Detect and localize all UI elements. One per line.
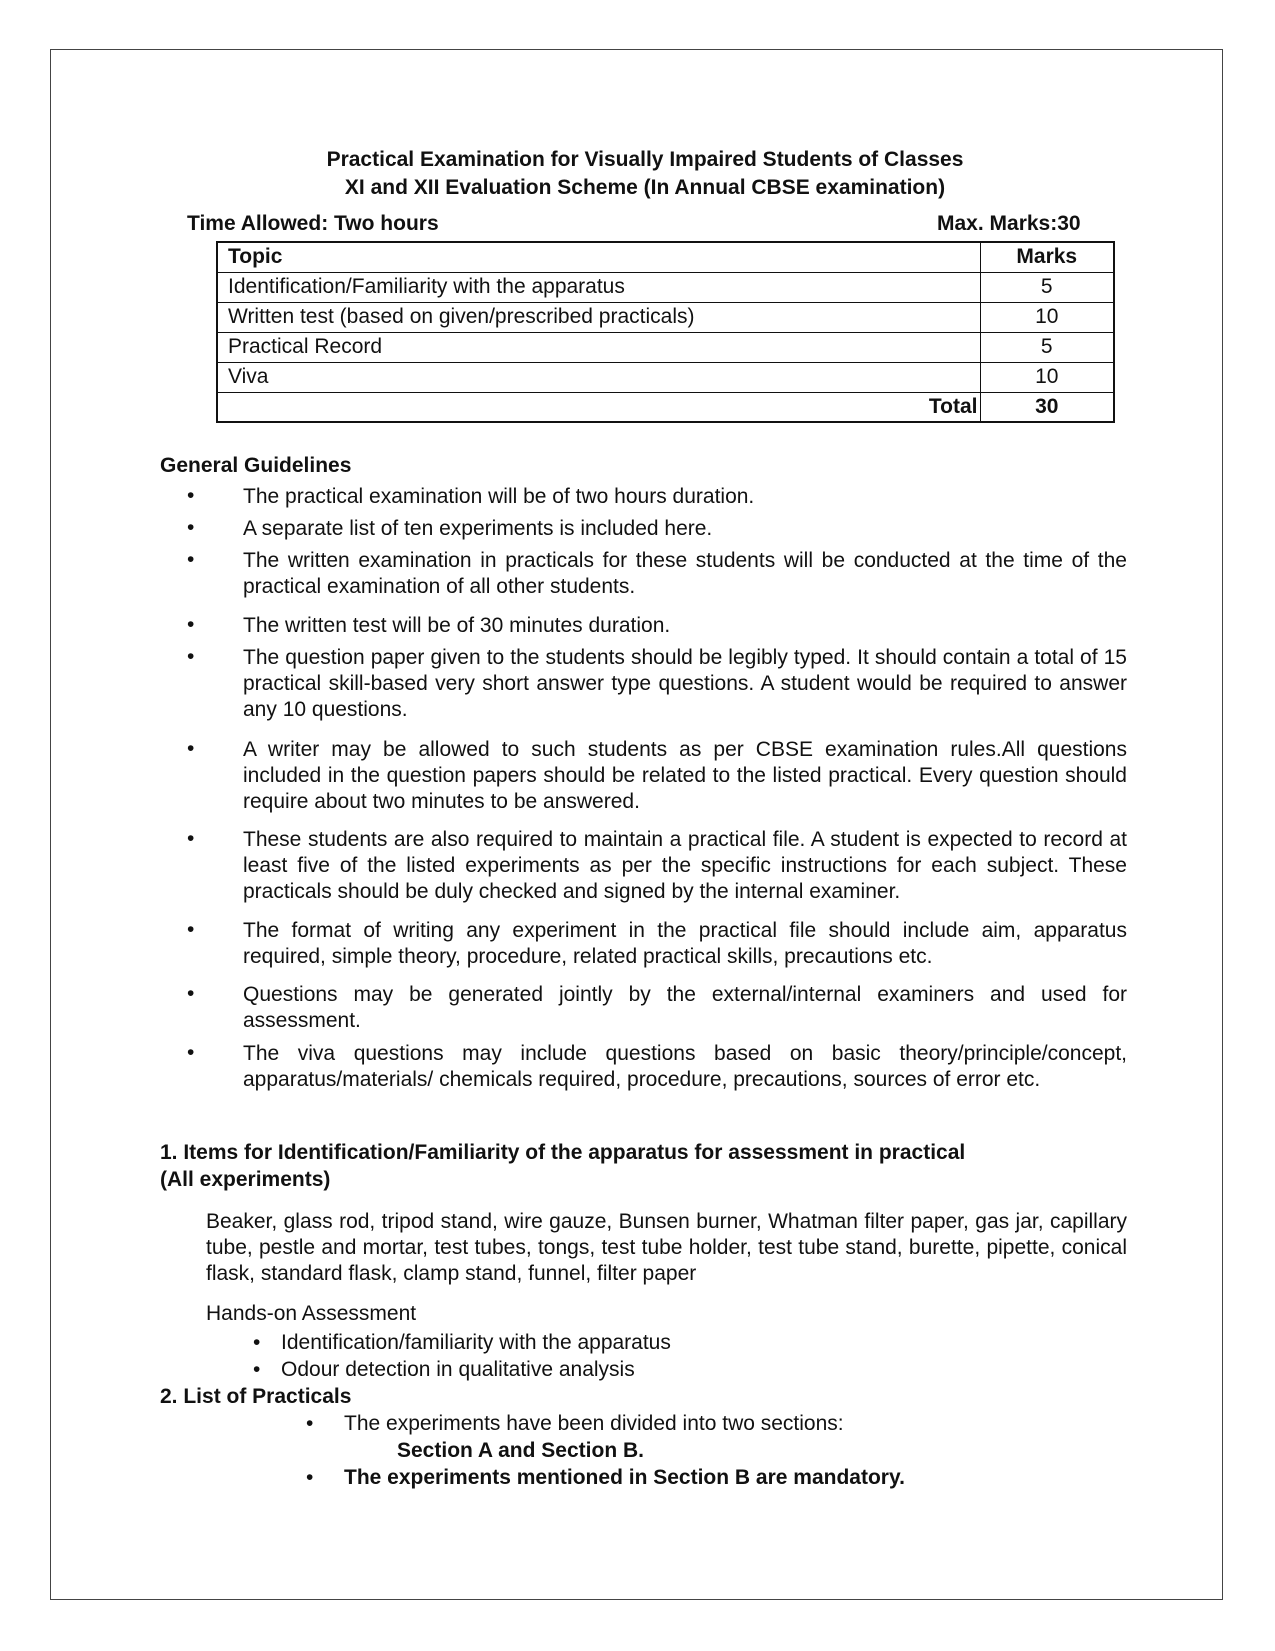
bullet-icon: • bbox=[187, 737, 195, 760]
section-1-heading: 1. Items for Identification/Familiarity of the apparatus for assessment in practical bbox=[160, 1141, 966, 1164]
guideline-item: A writer may be allowed to such students as per CBSE examination rules.All questions included in the question papers should be related to the listed practical. Every question should require about two minutes to be answered. bbox=[243, 738, 1127, 813]
mandatory-note: The experiments mentioned in Section B are mandatory. bbox=[344, 1466, 905, 1489]
bullet-icon: • bbox=[187, 613, 195, 636]
total-row bbox=[217, 392, 1114, 422]
marks-cell: 10 bbox=[980, 302, 1114, 332]
topic-cell: Viva bbox=[217, 362, 980, 392]
table-row bbox=[217, 362, 1114, 392]
marks-cell: 10 bbox=[980, 362, 1114, 392]
bullet-icon: • bbox=[187, 516, 195, 539]
practicals-item: The experiments have been divided into two sections: bbox=[344, 1412, 844, 1435]
bullet-icon: • bbox=[306, 1412, 314, 1435]
section-2-heading: 2. List of Practicals bbox=[160, 1385, 352, 1408]
bullet-icon: • bbox=[253, 1358, 261, 1381]
page-title-line-2: XI and XII Evaluation Scheme (In Annual CBSE examination) bbox=[344, 176, 946, 199]
hands-on-assessment-label: Hands-on Assessment bbox=[206, 1302, 417, 1325]
bullet-icon: • bbox=[187, 484, 195, 507]
topic-cell: Identification/Familiarity with the apparatus bbox=[217, 272, 980, 302]
guideline-item: The practical examination will be of two hours duration. bbox=[243, 485, 755, 508]
topic-cell: Practical Record bbox=[217, 332, 980, 362]
general-guidelines-heading: General Guidelines bbox=[160, 454, 352, 477]
max-marks: Max. Marks:30 bbox=[937, 212, 1081, 235]
evaluation-scheme-table bbox=[216, 241, 1115, 423]
bullet-icon: • bbox=[187, 918, 195, 941]
table-row bbox=[217, 332, 1114, 362]
bullet-icon: • bbox=[306, 1466, 314, 1489]
guideline-item: The viva questions may include questions based on basic theory/principle/concept, apparatus/materials/ chemicals required, procedure, precautions, sources of error etc. bbox=[243, 1042, 1127, 1091]
total-marks: 30 bbox=[980, 392, 1114, 422]
guideline-item: A separate list of ten experiments is included here. bbox=[243, 517, 713, 540]
bullet-icon: • bbox=[187, 645, 195, 668]
guideline-item: Questions may be generated jointly by the external/internal examiners and used for assessment. bbox=[243, 983, 1127, 1032]
guideline-item: The question paper given to the students should be legibly typed. It should contain a total of 15 practical skill-based very short answer type questions. A student would be required to answer any 10 questions. bbox=[243, 646, 1127, 721]
hands-on-item: Odour detection in qualitative analysis bbox=[281, 1358, 635, 1381]
bullet-icon: • bbox=[187, 548, 195, 571]
column-header-topic: Topic bbox=[217, 242, 980, 272]
sections-label: Section A and Section B. bbox=[397, 1439, 644, 1462]
page-title-line-1: Practical Examination for Visually Impaired Students of Classes bbox=[326, 148, 964, 171]
bullet-icon: • bbox=[187, 1041, 195, 1064]
topic-cell: Written test (based on given/prescribed practicals) bbox=[217, 302, 980, 332]
guideline-item: The format of writing any experiment in the practical file should include aim, apparatus required, simple theory, procedure, related practical skills, precautions etc. bbox=[243, 919, 1127, 968]
section-1-heading-subtitle: (All experiments) bbox=[160, 1168, 331, 1191]
column-header-marks: Marks bbox=[980, 242, 1114, 272]
apparatus-list: Beaker, glass rod, tripod stand, wire gauze, Bunsen burner, Whatman filter paper, gas jar, capillary tube, pestle and mortar, test tubes, tongs, test tube holder, test tube stand, burette, pipette, conical flask, standard flask, clamp stand, funnel, filter paper bbox=[206, 1210, 1127, 1285]
marks-cell: 5 bbox=[980, 332, 1114, 362]
guideline-item: The written test will be of 30 minutes duration. bbox=[243, 614, 671, 637]
bullet-icon: • bbox=[187, 827, 195, 850]
guideline-item: The written examination in practicals for these students will be conducted at the time of the practical examination of all other students. bbox=[243, 549, 1127, 598]
table-row bbox=[217, 272, 1114, 302]
total-label: Total bbox=[217, 392, 980, 422]
table-header-row bbox=[217, 242, 1114, 272]
hands-on-item: Identification/familiarity with the apparatus bbox=[281, 1331, 671, 1354]
time-allowed: Time Allowed: Two hours bbox=[187, 212, 439, 235]
marks-cell: 5 bbox=[980, 272, 1114, 302]
guideline-item: These students are also required to maintain a practical file. A student is expected to record at least five of the listed experiments as per the specific instructions for each subject. These practicals should be duly checked and signed by the internal examiner. bbox=[243, 828, 1127, 903]
bullet-icon: • bbox=[187, 982, 195, 1005]
table-row bbox=[217, 302, 1114, 332]
bullet-icon: • bbox=[253, 1331, 261, 1354]
